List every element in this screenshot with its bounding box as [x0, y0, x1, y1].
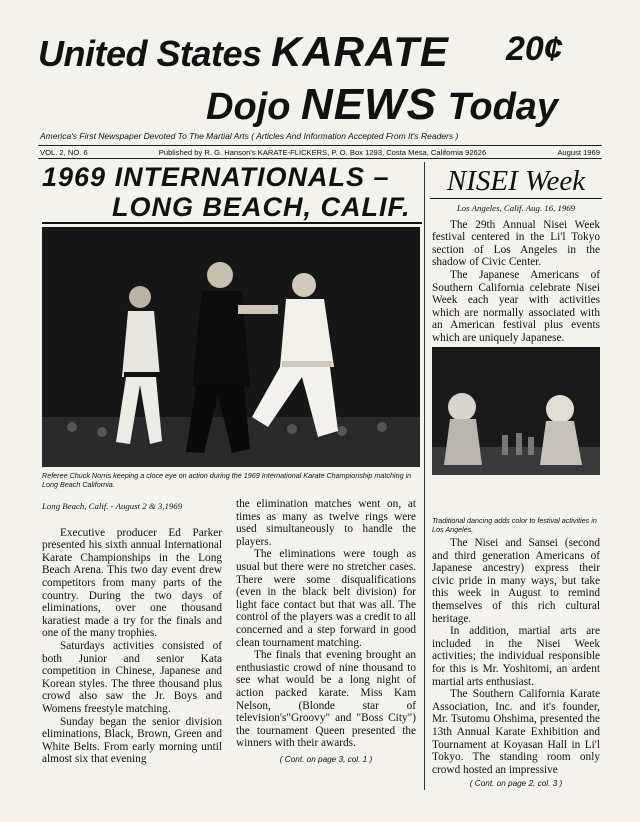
volume-number: VOL. 2, NO. 6	[40, 148, 88, 157]
masthead-dojo: Dojo	[206, 86, 291, 128]
dancing-photo-caption: Traditional dancing adds color to festival activities in Los Angeles.	[432, 516, 597, 534]
main-story-column-1	[42, 500, 222, 766]
masthead-rule-bottom	[38, 158, 602, 159]
nisei-week-headline: NISEI Week	[446, 165, 586, 197]
main-headline-line-1: 1969 INTERNATIONALS –	[42, 162, 390, 192]
dancing-illustration	[432, 347, 600, 475]
masthead-line-1	[38, 28, 449, 76]
main-story-paragraph: Saturdays activities consisted of both Junior and senior Kata competition in Chinese, Japanese and Korean styles. The three thousand plus crowd also saw the Jr. Boys and Womens freestyle matching.	[42, 639, 222, 715]
masthead-news: NEWS	[301, 80, 437, 129]
main-story-continued: ( Cont. on page 3, col. 1 )	[279, 754, 373, 764]
nisei-story-top	[432, 202, 600, 345]
main-headline-line-2: LONG BEACH, CALIF.	[112, 192, 411, 222]
column-divider	[424, 162, 425, 790]
headline-rule	[42, 222, 422, 224]
nisei-headline-rule	[430, 198, 602, 199]
masthead-line-2	[206, 80, 558, 130]
karate-match-photo	[42, 227, 420, 467]
cover-price: 20¢	[506, 30, 563, 68]
masthead-united-states: United States	[38, 33, 262, 74]
main-story-paragraph: Executive producer Ed Parker presented his sixth annual International Karate Championships in the Long Beach Arena. This two day event drew competitors from many parts of the country. During the two days of eliminations, over one thousand karatiest made a try for the finals and one of the many trophies.	[42, 526, 222, 640]
nisei-paragraph: The Nisei and Sansei (second and third generation Americans of Japanese ancestry) express their civic pride in many ways, but take this week in August to remind themselves of this rich cultural heritage.	[432, 537, 600, 625]
main-headline	[42, 162, 418, 222]
publication-info-row	[40, 148, 600, 157]
main-photo-caption: Referee Chuck Norris keeping a cloce eye on action during the 1969 International Karate Championship matching in Long Beach California.	[42, 471, 412, 489]
main-story-paragraph: the elimination matches went on, at times as many as twelve rings were used simultaneously to handle the players.	[236, 498, 416, 548]
main-story-dateline: Long Beach, Calif. - August 2 & 3,1969	[42, 501, 183, 511]
nisei-paragraph: In addition, martial arts are included in the Nisei Week activities; the individual responsible for this is Mr. Yoshitomi, an ardent martial arts enthusiast.	[432, 625, 600, 688]
tagline: America's First Newspaper Devoted To The Martial Arts ( Articles And Information Accepted From It's Readers )	[40, 131, 459, 141]
main-story-column-2	[236, 498, 416, 766]
main-story-paragraph: Sunday began the senior division eliminations, Black, Brown, Green and White Belts. From early morning until almost six that evening	[42, 715, 222, 766]
masthead-karate: KARATE	[271, 28, 449, 75]
nisei-story-bottom	[432, 537, 600, 791]
masthead-rule-top	[38, 145, 602, 146]
nisei-paragraph: The Southern California Karate Association, Inc. and it's founder, Mr. Tsutomu Ohshima, presented the 13th Annual Karate Exhibition and Tournament at Koyasan Hall in Li'l Tokyo. The standing room only crowd hosted an impressive	[432, 688, 600, 776]
nisei-continued: ( Cont. on page 2, col. 3 )	[469, 779, 563, 789]
masthead-today: Today	[447, 86, 559, 128]
issue-date: August 1969	[557, 148, 600, 157]
nisei-paragraph: The 29th Annual Nisei Week festival centered in the Li'l Tokyo section of Los Angeles in the shadow of Civic Center.	[432, 218, 600, 269]
nisei-dateline: Los Angeles, Calif. Aug. 16, 1969	[456, 203, 576, 213]
main-story-paragraph: The eliminations were tough as usual but there were no stretcher cases. There were some disqualifications (even in the black belt division) for light face contact but that was all. The control of the players was a credit to all concerned and a step forward in good clean tournament matching.	[236, 548, 416, 649]
dancing-photo	[432, 347, 600, 475]
main-story-paragraph: The finals that evening brought an enthusiastic crowd of nine thousand to see what would be a long night of action packed karate. Miss Kam Nelson, (Blonde star of television's"Groovy" and "Boss City") the tournament Queen presented the winners with their awards.	[236, 649, 416, 750]
publisher-line: Published by R. G. Hanson's KARATE-FLICKERS, P. O. Box 1293, Costa Mesa, California 92626	[158, 148, 487, 157]
karate-match-illustration	[42, 227, 420, 467]
nisei-paragraph: The Japanese Americans of Southern California celebrate Nisei Week each year with activities which are normally associated with an American festival plus events which are uniquely Japanese.	[432, 268, 600, 344]
